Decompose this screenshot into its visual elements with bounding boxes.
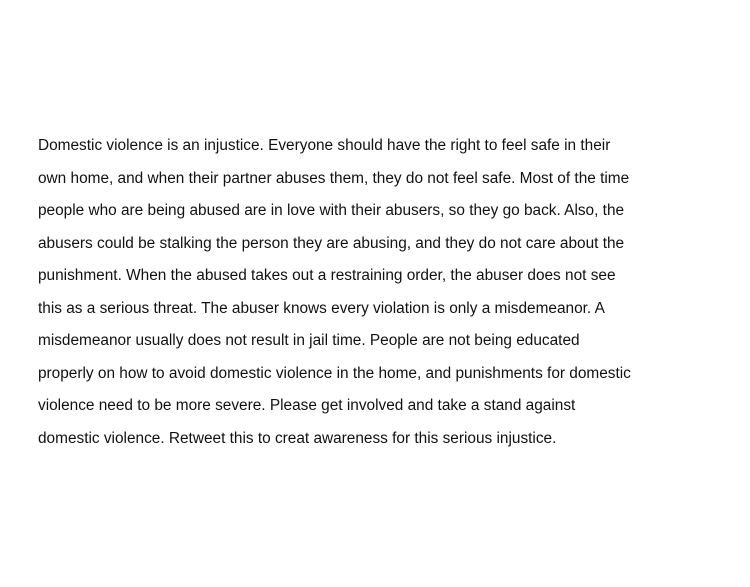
- paragraph-line-2: own home, and when their partner abuses them, they do not feel safe. Most of the time: [38, 169, 630, 187]
- paragraph-line-8: properly on how to avoid domestic violence in the home, and punishments for domestic: [38, 364, 631, 382]
- paragraph-line-1: Domestic violence is an injustice. Everyone should have the right to feel safe in their: [38, 137, 611, 154]
- paragraph-line-3: people who are being abused are in love with their abusers, so they go back. Also, the: [38, 202, 625, 219]
- paragraph-line-9: violence need to be more severe. Please get involved and take a stand against: [38, 397, 576, 414]
- paragraph-line-6: this as a serious threat. The abuser knows every violation is only a misdemeanor. A: [38, 299, 605, 317]
- body-paragraph: [38, 130, 728, 455]
- paragraph-line-4: abusers could be stalking the person they are abusing, and they do not care about the: [38, 234, 625, 252]
- paragraph-line-10: domestic violence. Retweet this to creat awareness for this serious injustice.: [38, 429, 557, 447]
- paragraph-line-5: punishment. When the abused takes out a restraining order, the abuser does not see: [38, 267, 616, 284]
- paragraph-line-7: misdemeanor usually does not result in jail time. People are not being educated: [38, 332, 580, 349]
